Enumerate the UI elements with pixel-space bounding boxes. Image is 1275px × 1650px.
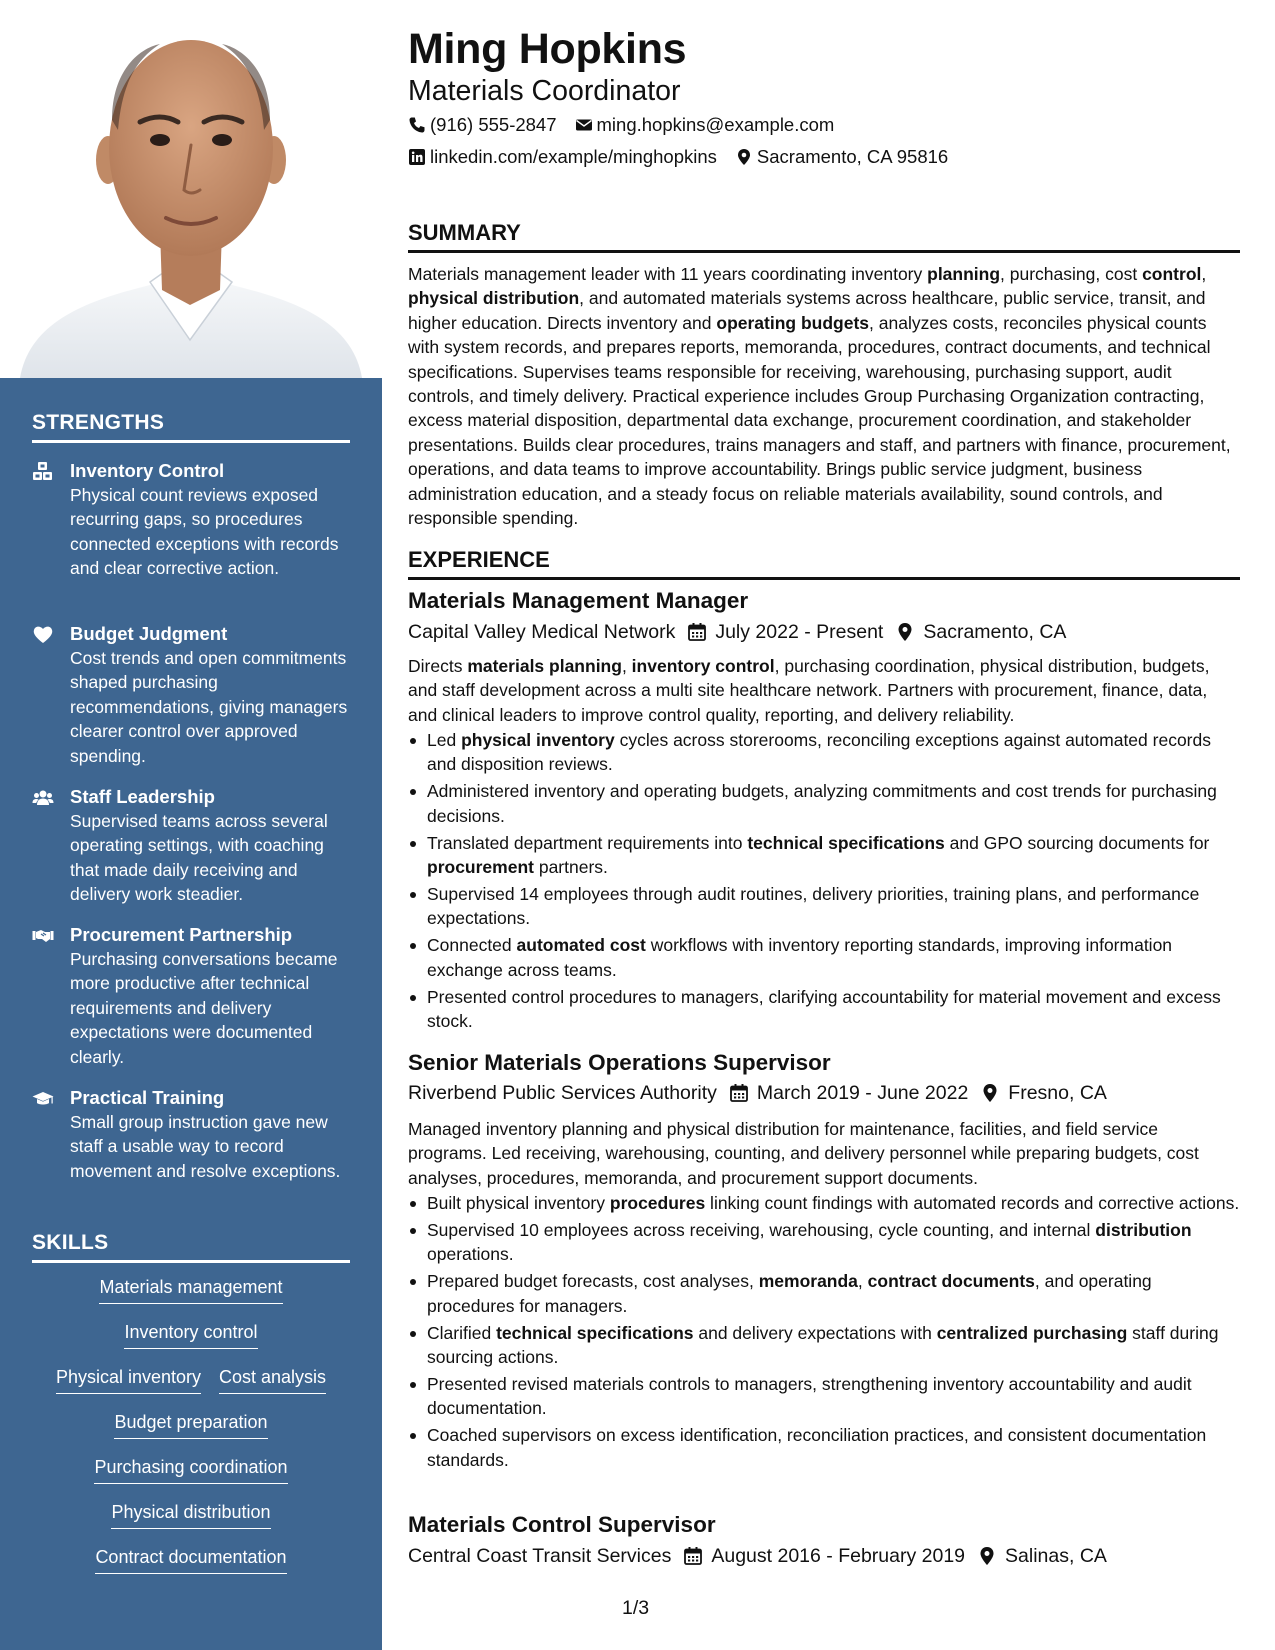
strength-description: Cost trends and open commitments shaped purchasing recommendations, giving managers clearer control over approved spending.: [70, 648, 348, 766]
cubes-icon: [32, 461, 54, 483]
bullet-part: Supervised 14 employees through audit routines, delivery priorities, training plans, and performance expectations.: [427, 883, 1200, 929]
skill-tag: Physical distribution: [111, 1501, 270, 1529]
job-meta: [408, 1080, 1107, 1106]
skill-tag: Cost analysis: [219, 1366, 326, 1394]
summary-part: , and automated materials systems across healthcare, public service, transit, and higher education. Directs inventory and: [408, 288, 1206, 333]
bullet-keyword: technical specifications: [747, 832, 945, 853]
handshake-icon: [32, 925, 54, 947]
job-desc-keyword: materials planning: [467, 656, 622, 676]
skill-row: [94, 1456, 287, 1501]
strength-description: Physical count reviews exposed recurring gaps, so procedures connected exceptions with records and clear corrective action.: [70, 485, 339, 579]
bullet-part: and delivery expectations with: [693, 1322, 937, 1343]
bullet-part: and GPO sourcing documents for: [944, 832, 1210, 853]
summary-keyword: operating budgets: [716, 312, 870, 333]
strength-title: Inventory Control: [70, 460, 225, 481]
bullet-part: operations.: [427, 1244, 514, 1265]
skill-row: [124, 1321, 257, 1366]
profile-photo: [0, 0, 382, 378]
location-text: Sacramento, CA 95816: [756, 146, 949, 167]
summary-part: ,: [1201, 264, 1207, 284]
job-desc-part: Directs: [408, 656, 468, 676]
job-bullet: [408, 882, 1240, 931]
job-dates: August 2016 - February 2019: [711, 1545, 966, 1567]
skill-tag: Inventory control: [124, 1321, 257, 1349]
summary-part: , purchasing, cost: [1000, 264, 1143, 284]
job-bullet: [408, 1269, 1240, 1318]
job-company: Central Coast Transit Services: [408, 1545, 672, 1567]
job-meta: [408, 1543, 1107, 1569]
bullet-keyword: distribution: [1095, 1219, 1192, 1240]
bullet-part: Coached supervisors on excess identification, reconciliation practices, and consistent documentation standards.: [427, 1425, 1207, 1470]
job-bullets: [408, 728, 1240, 1036]
linkedin-text: linkedin.com/example/minghopkins: [430, 146, 717, 167]
job-bullet: [408, 1218, 1240, 1267]
job-bullet: [408, 779, 1240, 828]
strengths-heading: STRENGTHS: [32, 411, 350, 443]
bullet-part: linking count findings with automated records and corrective actions.: [705, 1193, 1240, 1213]
bullet-keyword: centralized purchasing: [936, 1322, 1128, 1343]
skills-list: [32, 1276, 350, 1591]
strength-title: Budget Judgment: [70, 623, 228, 644]
bullet-part: Administered inventory and operating budgets, analyzing commitments and cost trends for purchasing decisions.: [427, 781, 1217, 826]
experience-heading: EXPERIENCE: [408, 547, 1240, 580]
bullet-part: Clarified: [427, 1322, 497, 1343]
summary-keyword: physical distribution: [408, 288, 580, 309]
skills-heading: SKILLS: [32, 1231, 350, 1263]
skill-row: [114, 1411, 267, 1456]
location-contact: [735, 145, 948, 169]
bullet-part: workflows with inventory reporting standards, improving information exchange across teams.: [427, 935, 1173, 980]
calendar-icon: [683, 1546, 703, 1566]
bullet-keyword: memoranda: [758, 1271, 858, 1292]
bullet-part: Connected: [427, 935, 517, 956]
calendar-icon: [687, 622, 707, 642]
skill-row: [99, 1276, 282, 1321]
bullet-keyword: contract documents: [867, 1271, 1035, 1292]
job-dates: March 2019 - June 2022: [756, 1082, 969, 1104]
strength-description: Small group instruction gave new staff a usable way to record movement and resolve exceptions.: [70, 1112, 341, 1181]
bullet-keyword: physical inventory: [461, 730, 615, 750]
summary-heading: SUMMARY: [408, 220, 1240, 253]
job-company: Riverbend Public Services Authority: [408, 1082, 717, 1104]
bullet-part: Led: [427, 730, 462, 750]
email-text: ming.hopkins@example.com: [596, 114, 835, 135]
contact-row: [408, 145, 966, 169]
skill-tag: Materials management: [99, 1276, 282, 1304]
job-location: Fresno, CA: [1008, 1082, 1107, 1104]
calendar-icon: [729, 1083, 749, 1103]
skill-row: [56, 1366, 326, 1411]
map-pin-icon: [977, 1546, 997, 1566]
graduation-cap-icon: [32, 1088, 54, 1110]
map-pin-icon: [980, 1083, 1000, 1103]
strength-title: Procurement Partnership: [70, 924, 293, 945]
phone-contact[interactable]: [408, 113, 557, 137]
bullet-keyword: procedures: [609, 1193, 706, 1213]
job-bullet: [408, 728, 1240, 777]
candidate-name: Ming Hopkins: [408, 25, 687, 73]
linkedin-contact[interactable]: [408, 145, 717, 169]
phone-text: (916) 555-2847: [430, 114, 557, 135]
job-bullet: [408, 1372, 1240, 1421]
bullet-keyword: procurement: [427, 857, 534, 878]
job-title: Materials Management Manager: [408, 588, 749, 613]
bullet-part: cycles across storerooms, reconciling exceptions against automated records and disposition reviews.: [427, 730, 1211, 775]
job-dates: July 2022 - Present: [715, 621, 884, 643]
bullet-part: staff during sourcing actions.: [427, 1322, 1219, 1367]
job-bullets: [408, 1191, 1240, 1474]
page-number: 1/3: [622, 1597, 650, 1619]
job-desc-part: ,: [621, 656, 632, 676]
bullet-part: Presented control procedures to managers, clarifying accountability for material movement and excess stock.: [427, 986, 1221, 1031]
skill-tag: Purchasing coordination: [94, 1456, 287, 1484]
job-bullet: [408, 1423, 1240, 1472]
summary-part: , analyzes costs, reconciles physical counts with system records, and prepares reports, memoranda, procedures, contract documents, and technical specifications. Supervises teams responsible for receiving, warehousing, purchasing support, audit controls, and timely delivery. Practical experience includes Group Purchasing Organization contracting, excess material disposition, departmental data exchange, procurement coordination, and stakeholder presentations. Builds clear procedures, trains managers and staff, and partners with finance, procurement, operations, and data teams to improve accountability. Brings public service judgment, business administration education, and a steady focus on reliable materials availability, sound controls, and responsible spending.: [408, 312, 1231, 529]
job-bullet: [408, 985, 1240, 1034]
job-desc-keyword: inventory control: [631, 656, 775, 676]
bullet-part: ,: [857, 1271, 868, 1292]
summary-text: [408, 262, 1240, 530]
job-bullet: [408, 831, 1240, 880]
job-title: Senior Materials Operations Supervisor: [408, 1050, 831, 1075]
bullet-part: , and operating procedures for managers.: [427, 1271, 1152, 1316]
skill-tag: Contract documentation: [95, 1546, 286, 1574]
email-contact[interactable]: [575, 113, 835, 137]
linkedin-icon: [408, 148, 426, 166]
job-bullet: [408, 1191, 1240, 1215]
job-company: Capital Valley Medical Network: [408, 621, 676, 643]
strength-description: Purchasing conversations became more productive after technical requirements and delivery expectations were documented clearly.: [70, 949, 338, 1067]
job-description: Managed inventory planning and physical distribution for maintenance, facilities, and field service programs. Led receiving, warehousing, counting, and delivery personnel while preparing budgets, cost analyses, procedures, memoranda, and procurement support documents.: [408, 1119, 1199, 1188]
envelope-icon: [575, 116, 593, 134]
job-title: Materials Control Supervisor: [408, 1512, 716, 1537]
job-description: [408, 654, 1240, 727]
job-desc-part: , purchasing coordination, physical distribution, budgets, and staff development across a multi site healthcare network. Partners with procurement, finance, data, and clinical leaders to improve control quality, reporting, and delivery reliability.: [408, 656, 1210, 725]
map-pin-icon: [735, 148, 753, 166]
bullet-part: Presented revised materials controls to managers, strengthening inventory accountability and audit documentation.: [427, 1373, 1192, 1419]
bullet-part: Supervised 10 employees across receiving, warehousing, cycle counting, and internal: [427, 1219, 1096, 1240]
profile-photo-illustration: [0, 0, 382, 378]
bullet-part: partners.: [533, 857, 608, 878]
map-pin-icon: [895, 622, 915, 642]
skill-row: [111, 1501, 270, 1546]
phone-icon: [408, 116, 426, 134]
job-meta: [408, 619, 1066, 645]
summary-keyword: planning: [927, 264, 1001, 284]
job-bullet: [408, 1321, 1240, 1370]
skill-row: [95, 1546, 286, 1591]
job-location: Salinas, CA: [1005, 1545, 1107, 1567]
strength-description: Supervised teams across several operating settings, with coaching that made daily receiving and delivery work steadier.: [70, 811, 328, 905]
skill-tag: Physical inventory: [56, 1366, 201, 1394]
summary-keyword: control: [1142, 264, 1202, 284]
job-location: Sacramento, CA: [923, 621, 1067, 643]
candidate-title: Materials Coordinator: [408, 75, 681, 107]
bullet-keyword: technical specifications: [496, 1322, 694, 1343]
bullet-part: Prepared budget forecasts, cost analyses,: [427, 1271, 759, 1292]
strength-title: Staff Leadership: [70, 786, 215, 807]
users-icon: [32, 787, 54, 809]
contact-row: [408, 113, 852, 137]
sidebar: [0, 0, 382, 1650]
bullet-part: Translated department requirements into: [427, 832, 748, 853]
bullet-keyword: automated cost: [516, 935, 646, 956]
summary-part: Materials management leader with 11 years coordinating inventory: [408, 264, 928, 284]
job-bullet: [408, 933, 1240, 982]
skill-tag: Budget preparation: [114, 1411, 267, 1439]
bullet-part: Built physical inventory: [427, 1193, 610, 1213]
heart-icon: [32, 624, 54, 646]
strength-title: Practical Training: [70, 1087, 225, 1108]
